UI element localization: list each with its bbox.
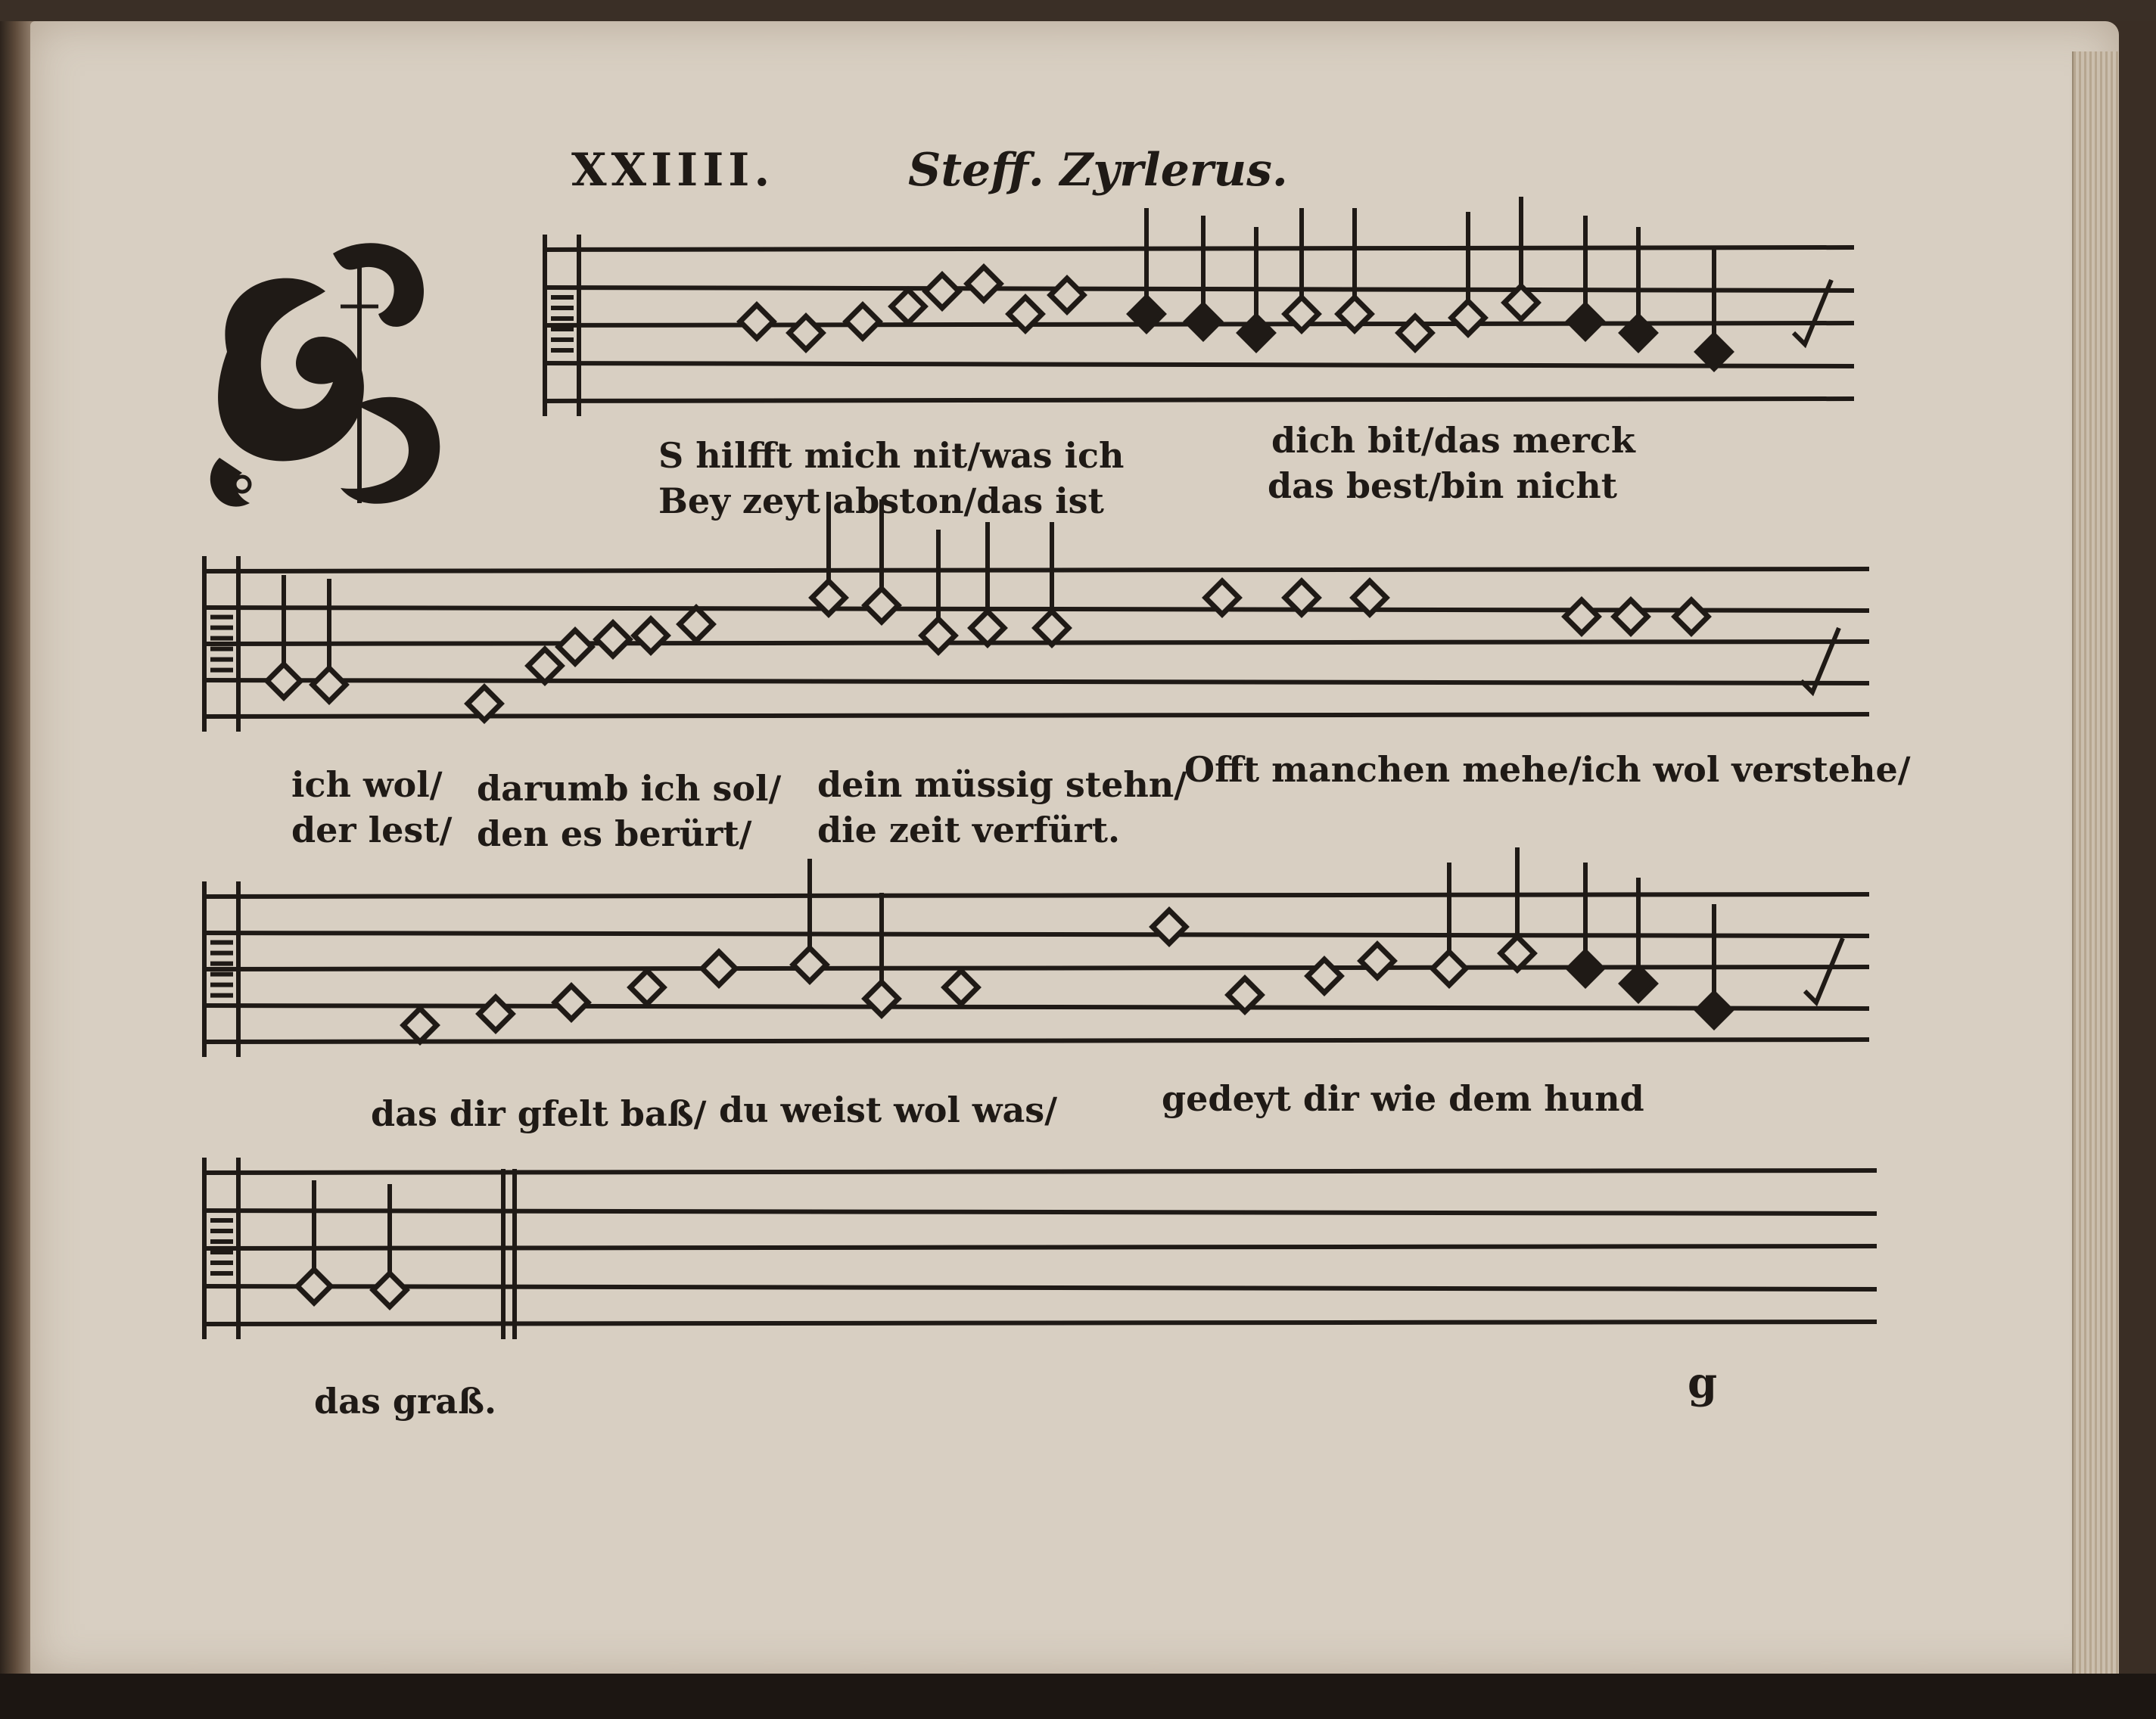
staff-line [204, 933, 1869, 936]
clef-mark [210, 647, 233, 651]
note-head [1614, 600, 1647, 633]
staff-line [204, 1170, 1877, 1173]
lyric-line-3a: das dir gfelt baß/ [371, 1093, 707, 1134]
note-head [702, 952, 736, 985]
note-head [967, 267, 1000, 300]
custos-mark [1805, 938, 1843, 1002]
clef-mark [210, 1260, 233, 1265]
clef-mark [210, 1218, 233, 1223]
note-head [1565, 600, 1598, 633]
note-head [926, 275, 959, 308]
clef-mark [210, 993, 233, 998]
clef-mark [210, 962, 233, 966]
staff-line [204, 967, 1869, 969]
lyric-line-1c: dich bit/das merck [1271, 420, 1635, 461]
staff-line [545, 399, 1854, 401]
clef-mark [210, 626, 233, 630]
lyric-line-3c: gedeyt dir wie dem hund [1162, 1078, 1644, 1119]
note-head [1451, 301, 1485, 334]
note-head [634, 619, 667, 652]
staff-line [204, 1246, 1877, 1248]
note-head [1569, 305, 1602, 338]
staff-line [545, 363, 1854, 366]
note-head [1675, 600, 1708, 633]
note-head [528, 649, 562, 682]
note-head [793, 948, 826, 981]
note-head [403, 1009, 437, 1042]
lyric-line-2d: den es berürt/ [477, 813, 752, 854]
note-head [740, 305, 773, 338]
note-head [1308, 959, 1341, 993]
staff-line [204, 1286, 1877, 1289]
note-head [630, 971, 664, 1004]
lyric-line-3b: du weist wol was/ [719, 1090, 1057, 1130]
clef-mark [551, 327, 574, 331]
note-head [479, 997, 512, 1030]
lyric-line-2f: die zeit verfürt. [817, 810, 1121, 850]
note-head [1050, 278, 1084, 312]
staff-line [545, 288, 1854, 291]
staff-line [204, 1211, 1877, 1214]
staff-line [204, 1322, 1877, 1324]
song-number: XXIIII. [571, 144, 775, 197]
composer-name: Steff. Zyrlerus. [908, 144, 1288, 197]
clef-mark [210, 1239, 233, 1244]
staff-line [545, 247, 1854, 250]
clef-mark [210, 615, 233, 620]
note-head [891, 290, 925, 323]
staff-line [204, 1006, 1869, 1009]
staff-line [204, 1040, 1869, 1042]
note-head [297, 1270, 331, 1303]
clef-mark [210, 1250, 233, 1254]
note-head [865, 982, 898, 1015]
clef-mark [551, 306, 574, 310]
note-head [558, 630, 592, 664]
note-head [267, 664, 300, 698]
note-head [1697, 335, 1731, 368]
note-head [971, 611, 1004, 645]
note-head [555, 986, 588, 1019]
note-head [1569, 952, 1602, 985]
note-head [1361, 944, 1394, 978]
note-head [865, 589, 898, 622]
clef-mark [551, 316, 574, 321]
clef-mark [210, 636, 233, 641]
staff-line [204, 680, 1869, 683]
note-head [789, 316, 823, 350]
clef-mark [210, 1271, 233, 1276]
note-head [680, 608, 713, 641]
lyric-line-2a: ich wol/ [291, 764, 443, 805]
note-head [1433, 952, 1466, 985]
note-head [1240, 316, 1273, 350]
staff-line [204, 569, 1869, 571]
note-head [313, 668, 346, 701]
note-head [373, 1273, 406, 1307]
staff-line [204, 894, 1869, 897]
note-head [596, 623, 630, 656]
signature-mark: g [1688, 1358, 1718, 1408]
note-head [922, 619, 955, 652]
note-head [1153, 910, 1186, 943]
clef-mark [210, 972, 233, 977]
lyric-line-4a: das graß. [314, 1381, 497, 1422]
note-head [1697, 993, 1731, 1027]
note-head [1035, 611, 1069, 645]
staff-line [204, 714, 1869, 717]
clef-mark [551, 337, 574, 342]
lyric-line-2c: darumb ich sol/ [477, 768, 782, 809]
clef-mark [210, 940, 233, 945]
lyric-line-1d: das best/bin nicht [1268, 465, 1617, 506]
clef-mark [210, 983, 233, 987]
lyric-line-2b: der lest/ [291, 810, 453, 850]
clef-mark [551, 348, 574, 353]
lyric-line-1b: Bey zeyt abston/das ist [658, 480, 1104, 521]
note-head [1398, 316, 1432, 350]
note-head [1501, 937, 1534, 970]
clef-mark [210, 668, 233, 673]
note-head [846, 305, 879, 338]
clef-mark [551, 295, 574, 300]
note-head [1622, 967, 1655, 1000]
note-head [1187, 305, 1220, 338]
clef-mark [210, 951, 233, 956]
lyric-line-1a: S hilfft mich nit/was ich [658, 435, 1125, 476]
lyric-line-2g: Offt manchen mehe/ich wol verstehe/ [1184, 749, 1911, 790]
clef-mark [210, 657, 233, 662]
note-head [944, 971, 978, 1004]
staff-line [204, 642, 1869, 644]
lyric-line-2e: dein müssig stehn/ [817, 764, 1187, 805]
clef-mark [210, 1229, 233, 1233]
